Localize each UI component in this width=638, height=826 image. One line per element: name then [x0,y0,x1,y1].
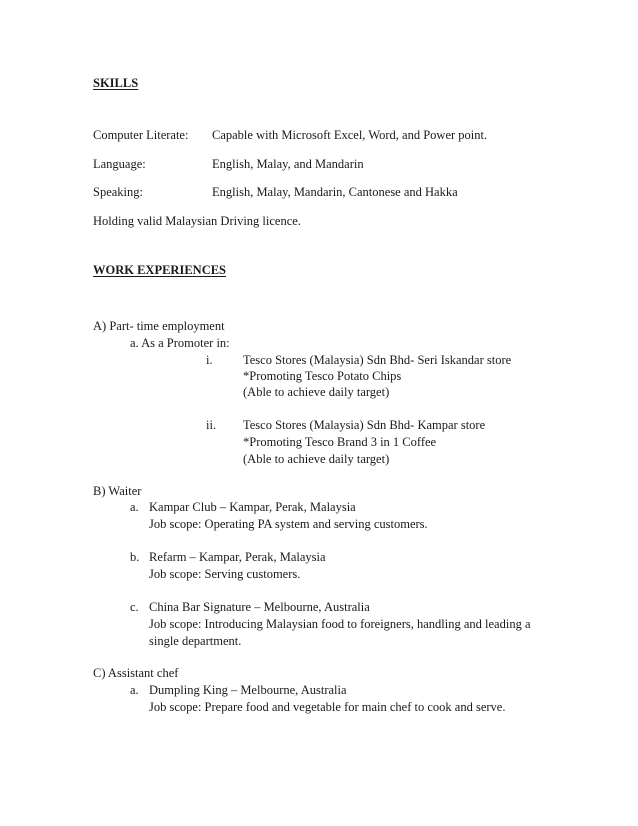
skill-value: English, Malay, and Mandarin [212,157,364,171]
item-label: a. [130,500,139,514]
skills-heading: SKILLS [93,76,139,90]
item-number: i. [206,353,213,367]
skill-label: Computer Literate: [93,128,189,142]
job-scope: Job scope: Prepare food and vegetable for main chef to cook and serve. [149,700,506,714]
job-place: China Bar Signature – Melbourne, Australia [149,600,370,614]
job-place: Refarm – Kampar, Perak, Malaysia [149,550,326,564]
job-place: Dumpling King – Melbourne, Australia [149,683,347,697]
promoter-role: a. As a Promoter in: [130,336,230,350]
skill-value: English, Malay, Mandarin, Cantonese and Hakka [212,185,458,199]
job-line: *Promoting Tesco Brand 3 in 1 Coffee [243,435,437,449]
job-line: (Able to achieve daily target) [243,385,390,399]
skill-label: Speaking: [93,185,143,199]
work-heading: WORK EXPERIENCES [93,263,227,277]
job-line: Tesco Stores (Malaysia) Sdn Bhd- Kampar store [243,418,486,432]
skill-label: Language: [93,157,146,171]
section-title-waiter: B) Waiter [93,484,142,498]
job-line: *Promoting Tesco Potato Chips [243,369,402,383]
job-scope: single department. [149,634,242,648]
item-label: c. [130,600,139,614]
section-title-part-time: A) Part- time employment [93,319,225,333]
job-scope: Job scope: Serving customers. [149,567,301,581]
licence-line: Holding valid Malaysian Driving licence. [93,214,301,228]
section-title-chef: C) Assistant chef [93,666,179,680]
job-scope: Job scope: Operating PA system and serving customers. [149,517,428,531]
skill-value: Capable with Microsoft Excel, Word, and Power point. [212,128,488,142]
job-line: (Able to achieve daily target) [243,452,390,466]
job-place: Kampar Club – Kampar, Perak, Malaysia [149,500,356,514]
job-scope: Job scope: Introducing Malaysian food to foreigners, handling and leading a [149,617,531,631]
item-number: ii. [206,418,217,432]
job-line: Tesco Stores (Malaysia) Sdn Bhd- Seri Iskandar store [243,353,512,367]
item-label: b. [130,550,140,564]
item-label: a. [130,683,139,697]
